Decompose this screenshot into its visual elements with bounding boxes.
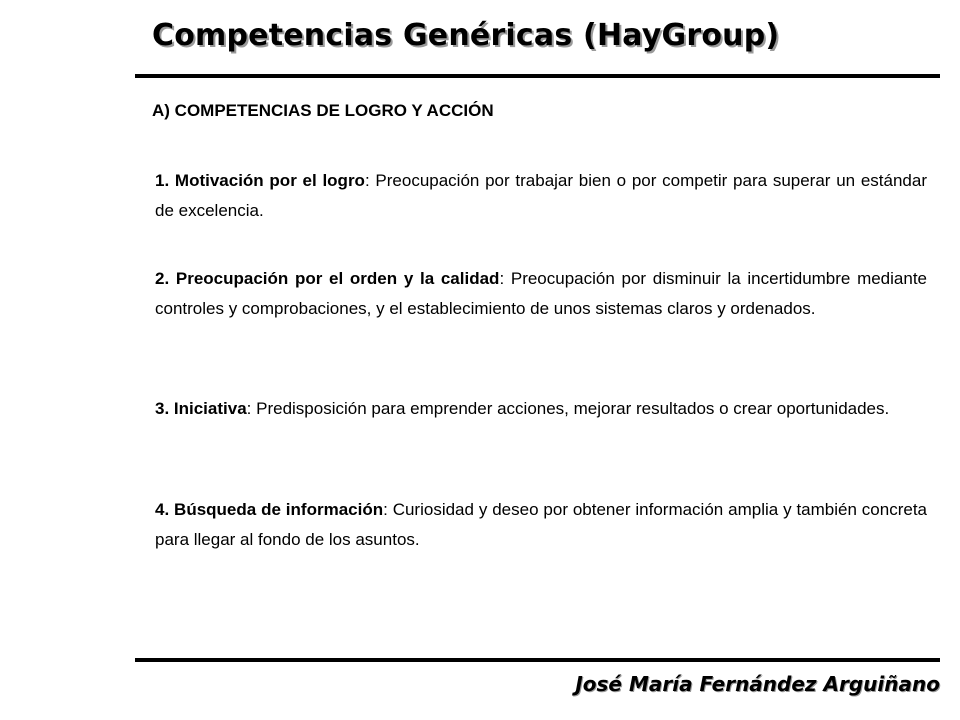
footer-divider [135, 658, 940, 662]
author-name: José María Fernández Arguiñano [575, 672, 940, 696]
competency-term: 1. Motivación por el logro [155, 171, 365, 190]
competency-item [155, 495, 927, 555]
competency-term: 3. Iniciativa [155, 399, 247, 418]
slide-title: Competencias Genéricas (HayGroup) [152, 18, 780, 53]
competency-term: 4. Búsqueda de información [155, 500, 384, 519]
competency-item [155, 166, 927, 226]
competency-definition: : Preocupación por disminuir la incertidumbre mediante controles y comprobaciones, y el establecimiento de unos sistemas claros y ordenados. [155, 269, 928, 318]
competency-item [155, 394, 927, 424]
competency-definition: : Preocupación por trabajar bien o por competir para superar un estándar de excelencia. [155, 171, 927, 220]
competency-item [155, 264, 927, 324]
section-heading: A) COMPETENCIAS DE LOGRO Y ACCIÓN [152, 101, 494, 120]
title-divider [135, 74, 940, 78]
competency-definition: : Curiosidad y deseo por obtener información amplia y también concreta para llegar al fondo de los asuntos. [155, 500, 927, 549]
competency-term: 2. Preocupación por el orden y la calidad [155, 269, 500, 288]
competency-definition: : Predisposición para emprender acciones, mejorar resultados o crear oportunidades. [246, 399, 890, 418]
